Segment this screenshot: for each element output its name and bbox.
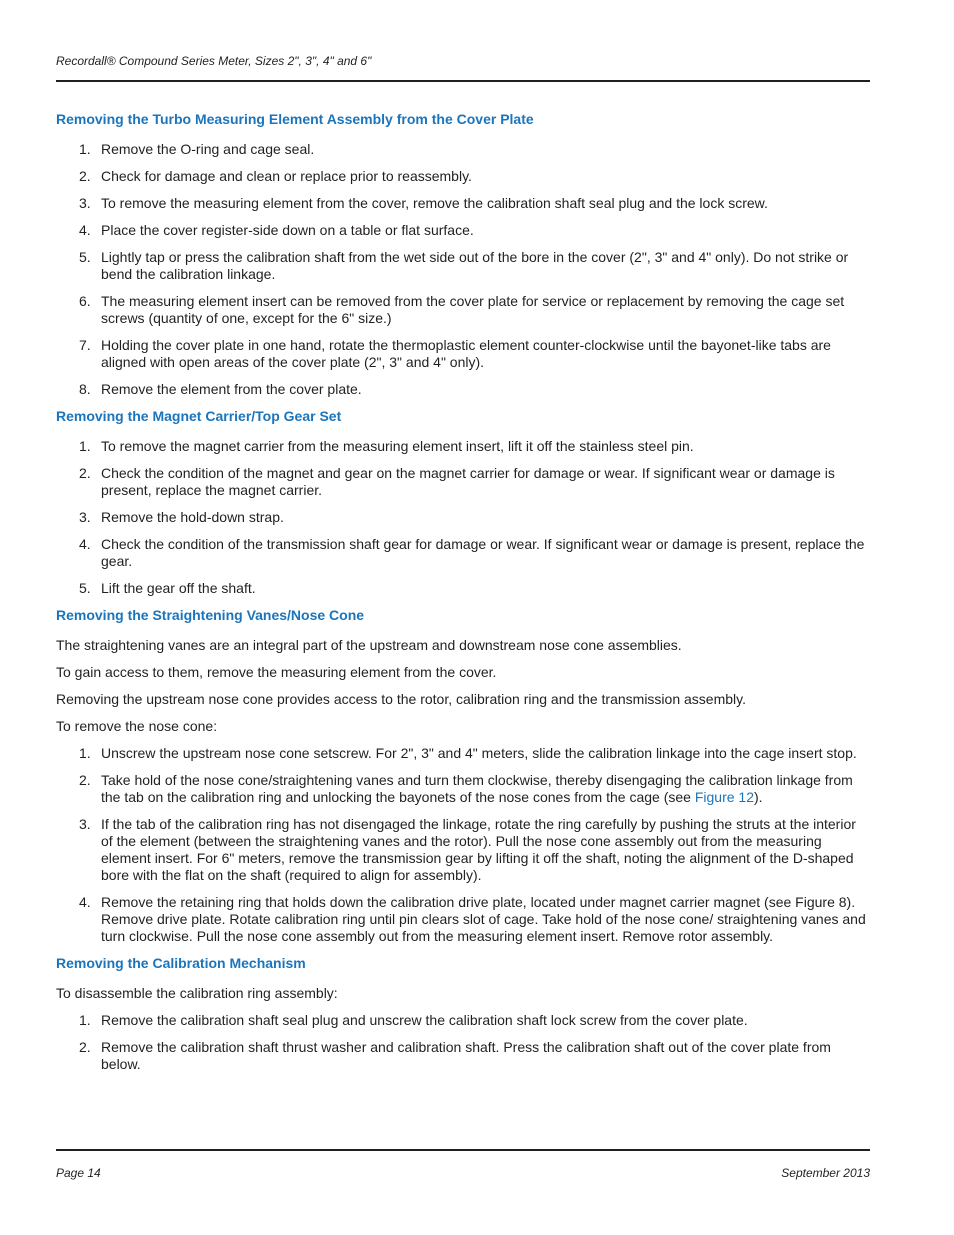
item-text: Remove the element from the cover plate. — [101, 381, 362, 397]
list-item — [56, 168, 870, 185]
list-item — [56, 894, 870, 945]
item-number: 1. — [79, 438, 91, 454]
section-heading: Removing the Magnet Carrier/Top Gear Set — [56, 408, 342, 424]
section-heading: Removing the Turbo Measuring Element Assembly from the Cover Plate — [56, 111, 534, 127]
list-item — [56, 816, 870, 884]
item-text: Remove the calibration shaft thrust washer and calibration shaft. Press the calibration shaft out of the cover plate from below. — [101, 1039, 831, 1072]
list-item — [56, 1012, 870, 1029]
steps-list — [56, 745, 870, 945]
steps-list — [56, 438, 870, 597]
item-text: Lightly tap or press the calibration shaft from the wet side out of the bore in the cover (2", 3" and 4" only). Do not strike or bend the calibration linkage. — [101, 249, 849, 282]
steps-list — [56, 1012, 870, 1073]
list-item — [56, 249, 870, 283]
item-number: 6. — [79, 293, 91, 309]
list-item — [56, 509, 870, 526]
section-straightening-vanes — [56, 607, 870, 945]
item-text: Unscrew the upstream nose cone setscrew. For 2", 3" and 4" meters, slide the calibration linkage into the cage insert stop. — [101, 745, 857, 761]
item-text: Place the cover register-side down on a table or flat surface. — [101, 222, 474, 238]
item-number: 1. — [79, 1012, 91, 1028]
item-text: Check the condition of the transmission shaft gear for damage or wear. If significant wear or damage is present, replace the gear. — [101, 536, 865, 569]
list-item — [56, 1039, 870, 1073]
item-number: 4. — [79, 536, 91, 552]
item-number: 2. — [79, 465, 91, 481]
item-text: Take hold of the nose cone/straightening vanes and turn them clockwise, thereby disengaging the calibration linkage from the tab on the calibration ring and unlocking the bayonets of the nose cones from the cage (see — [101, 772, 853, 805]
running-header: Recordall® Compound Series Meter, Sizes 2", 3", 4" and 6" — [56, 54, 372, 68]
section-heading: Removing the Calibration Mechanism — [56, 955, 306, 971]
header-rule — [56, 80, 870, 82]
item-text: Lift the gear off the shaft. — [101, 580, 256, 596]
list-item — [56, 745, 870, 762]
list-item — [56, 195, 870, 212]
item-number: 8. — [79, 381, 91, 397]
item-text: Remove the O-ring and cage seal. — [101, 141, 315, 157]
item-text-suffix: ). — [754, 789, 763, 805]
item-text: Remove the hold-down strap. — [101, 509, 284, 525]
page-number: Page 14 — [56, 1166, 101, 1180]
paragraph: To gain access to them, remove the measuring element from the cover. — [56, 664, 497, 680]
item-text: To remove the measuring element from the cover, remove the calibration shaft seal plug and the lock screw. — [101, 195, 768, 211]
item-number: 5. — [79, 580, 91, 596]
item-number: 2. — [79, 1039, 91, 1055]
paragraph: The straightening vanes are an integral part of the upstream and downstream nose cone assemblies. — [56, 637, 682, 653]
item-text: To remove the magnet carrier from the measuring element insert, lift it off the stainless steel pin. — [101, 438, 694, 454]
item-text: Check the condition of the magnet and gear on the magnet carrier for damage or wear. If significant wear or damage is present, replace the magnet carrier. — [101, 465, 835, 498]
item-number: 4. — [79, 894, 91, 910]
item-text: Check for damage and clean or replace prior to reassembly. — [101, 168, 472, 184]
item-number: 3. — [79, 195, 91, 211]
steps-list — [56, 141, 870, 398]
footer-rule — [56, 1149, 870, 1151]
item-text: Remove the retaining ring that holds down the calibration drive plate, located under magnet carrier magnet (see Figure 8). Remove drive plate. Rotate calibration ring until pin clears slot of cage. Take hold of the nose cone/ straightening vanes and turn clockwise. Pull the nose cone assembly out from the measuring element insert. Remove rotor assembly. — [101, 894, 866, 944]
list-item — [56, 141, 870, 158]
section-calibration-mechanism — [56, 955, 870, 1073]
list-item — [56, 438, 870, 455]
section-turbo-removal — [56, 111, 870, 398]
list-item — [56, 772, 870, 806]
list-item — [56, 536, 870, 570]
item-number: 5. — [79, 249, 91, 265]
figure-12-link[interactable]: Figure 12 — [694, 789, 754, 805]
list-item — [56, 381, 870, 398]
list-item — [56, 293, 870, 327]
item-number: 4. — [79, 222, 91, 238]
paragraph: To disassemble the calibration ring assembly: — [56, 985, 338, 1001]
item-number: 3. — [79, 509, 91, 525]
item-number: 3. — [79, 816, 91, 832]
list-item — [56, 465, 870, 499]
item-number: 2. — [79, 168, 91, 184]
item-number: 1. — [79, 745, 91, 761]
list-item — [56, 580, 870, 597]
list-item — [56, 222, 870, 239]
item-number: 2. — [79, 772, 91, 788]
page-content — [56, 109, 870, 1083]
publication-date: September 2013 — [781, 1166, 870, 1180]
paragraph: Removing the upstream nose cone provides access to the rotor, calibration ring and the transmission assembly. — [56, 691, 746, 707]
paragraph: To remove the nose cone: — [56, 718, 218, 734]
item-text: If the tab of the calibration ring has not disengaged the linkage, rotate the ring carefully by pushing the struts at the interior of the element (between the straightening vanes and the rotor). Pull the nose cone assembly out from the measuring element insert. For 6" meters, remove the transmission gear by lifting it off the shaft, noting the alignment of the D-shaped bore with the flat on the shaft (required to align for assembly). — [101, 816, 856, 883]
section-heading: Removing the Straightening Vanes/Nose Cone — [56, 607, 365, 623]
list-item — [56, 337, 870, 371]
item-number: 7. — [79, 337, 91, 353]
item-text: Holding the cover plate in one hand, rotate the thermoplastic element counter-clockwise until the bayonet-like tabs are aligned with open areas of the cover plate (2", 3" and 4" only). — [101, 337, 831, 370]
item-text: Remove the calibration shaft seal plug and unscrew the calibration shaft lock screw from the cover plate. — [101, 1012, 748, 1028]
item-number: 1. — [79, 141, 91, 157]
section-magnet-carrier — [56, 408, 870, 597]
item-text: The measuring element insert can be removed from the cover plate for service or replacement by removing the cage set screws (quantity of one, except for the 6" size.) — [101, 293, 845, 326]
